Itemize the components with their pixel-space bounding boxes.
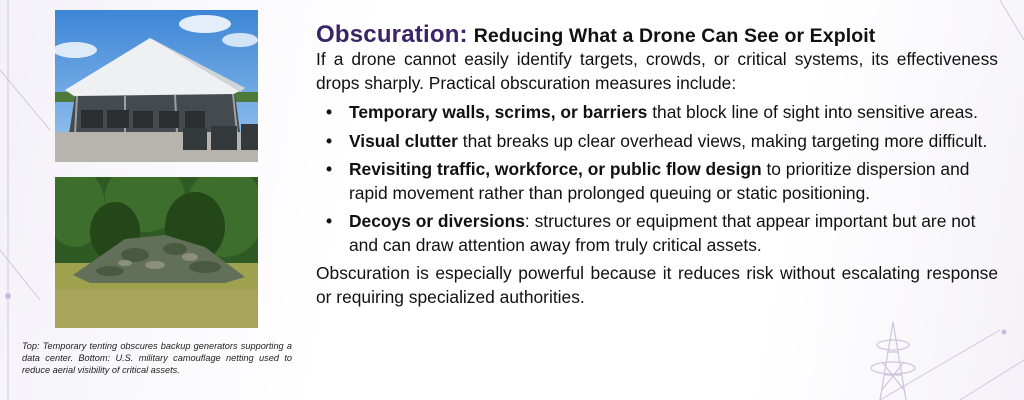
bullet-icon: • bbox=[326, 130, 333, 151]
bullet-heading: Visual clutter bbox=[349, 130, 458, 151]
list-item bbox=[316, 101, 998, 125]
closing-paragraph: Obscuration is especially powerful because it reduces risk without escalating response or requiring specialized authorities. bbox=[316, 263, 998, 307]
bullet-heading: Temporary walls, scrims, or barriers bbox=[349, 102, 648, 122]
bullet-heading: Revisiting traffic, workforce, or public flow design bbox=[349, 159, 762, 179]
camouflage-netting-photo bbox=[55, 177, 258, 328]
slide-title bbox=[316, 14, 998, 48]
tent-generators-photo bbox=[55, 10, 258, 162]
bullet-text: : structures or equipment that appear important but are not and can draw attention away from truly critical assets. bbox=[349, 211, 976, 255]
bullet-text: that breaks up clear overhead views, making targeting more difficult. bbox=[457, 130, 988, 151]
bullet-icon: • bbox=[326, 102, 333, 122]
title-subtitle: Reducing What a Drone Can See or Exploit bbox=[473, 25, 876, 47]
photo-caption: Top: Temporary tenting obscures backup generators supporting a data center. Bottom: U.S. military camouflage netting used to reduce aerial visibility of critical assets. bbox=[22, 341, 292, 375]
bullet-text: that block line of sight into sensitive areas. bbox=[647, 102, 978, 122]
list-item bbox=[316, 210, 998, 257]
list-item bbox=[316, 158, 998, 205]
list-item bbox=[316, 130, 998, 154]
title-term: Obscuration: bbox=[316, 21, 468, 48]
bullet-icon: • bbox=[326, 211, 333, 231]
intro-paragraph: If a drone cannot easily identify targets, crowds, or critical systems, its effectiveness drops sharply. Practical obscuration measures include: bbox=[316, 49, 998, 93]
slide-content bbox=[316, 14, 998, 309]
bullet-text: to prioritize dispersion and rapid movement rather than prolonged queuing or static positioning. bbox=[349, 159, 970, 203]
bullet-heading: Decoys or diversions bbox=[349, 211, 525, 231]
bullet-icon: • bbox=[326, 159, 333, 179]
measures-list bbox=[316, 101, 998, 257]
